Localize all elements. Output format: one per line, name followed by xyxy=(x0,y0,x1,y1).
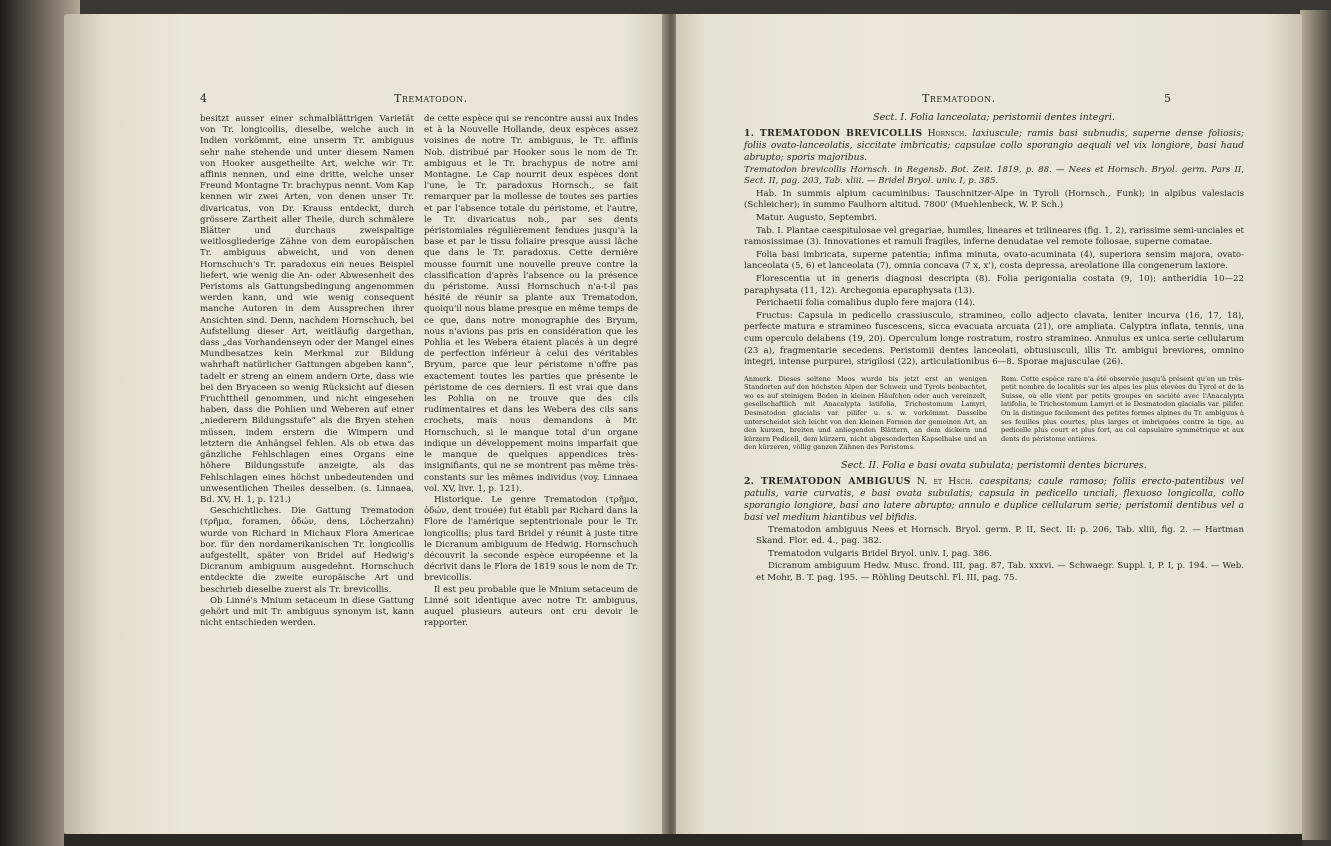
synonymy: Trematodon ambiguus Nees et Hornsch. Bryol. germ. P. II, Sect. II: p. 206, Tab. xliii, fig. 2. — Hartman Skand. Flor. ed. 4., pag. 382. xyxy=(756,524,1244,547)
footnote-block xyxy=(744,375,1244,452)
left-column-german xyxy=(200,114,414,629)
species-paragraph: Matur. Augusto, Septembri. xyxy=(756,212,878,223)
species-paragraph: Tab. I. Plantae caespitulosae vel gregariae, humiles, lineares et trilineares (fig. 1, 2), rarissime semi-unciales et ramosissimae (3). Innovationes et ramuli fragiles, inferne denudatae vel remote foliosae, superne comatae. xyxy=(744,225,1244,248)
species-paragraph: Hab. In summis alpium cacuminibus: Tauschnitzer-Alpe in Tyroli (Hornsch., Funk); in alpibus valesiacis (Schleicher); in summo Faulhorn altitud. 7800' (Muehlenbeck, W. P. Sch.) xyxy=(744,188,1244,211)
right-page-number: 5 xyxy=(1164,92,1171,105)
synonymy: Trematodon vulgaris Bridel Bryol. univ. I, pag. 386. xyxy=(768,548,993,559)
french-paragraph: de cette espèce qui se rencontre aussi aux Indes et à la Nouvelle Hollande, deux espèces assez voisines de notre Tr. ambiguus, le Tr. affinis Nob. distribué par Hooker sous le nom de Tr. ambiguus et le Tr. brachypus de notre ami Montagne. Le Cap nourrit deux espèces dont l'une, le Tr. paradoxus Hornsch., se fait remarquer par la mollesse de toutes ses parties et par l'absence totale du péristome, et l'autre, le Tr. divaricatus nob., par ses dents péristomiales régulièrement fendues jusqu'à la base et par le tissu foliaire presque aussi lâche que dans le Tr. paradoxus. Cette dernière mousse fournit une nouvelle preuve contre la classification d'après l'absence ou la présence du péristome. Aussi Hornschuch n'a-t-il pas hésité de réunir sa plante aux Trematodon, quoiqu'il nous blame presque en même temps de ce que, dans notre monographie des Bryum, nous n'avions pas pris en considération que les Pohlia et les Webera étaient placés à un degré de perfection inférieur à celui des véritables Bryum, parce que leur péristome n'offre pas exactement toutes les parties que présente le péristome de ces derniers. Il est vrai que dans les Pohlia on ne trouve que des cils rudimentaires et dans les Webera des cils sans crochets, mais nous demandons à Mr. Hornschuch, si le manque total d'un organe indique un développement moins imparfait que le manque de quelques appendices très-insignifiants, qui ne se montrent pas même très-constants sur les mêmes individus (voy. Linnaea vol. XV, livr. 1, p. 121). xyxy=(424,114,638,494)
section-title: Sect. II. Folia e basi ovata subulata; peristomii dentes bicrures. xyxy=(841,460,1147,472)
note-french: Rem. Cette espèce rare n'a été observée jusqu'à présent qu'en un très-petit nombre de localités sur les alpes les plus élevées du Tyrol et de la Suisse, où elle vient par petits groupes en société avec l'Anacalypta latifolia, le Trichostomum Lamyri et le Desmatodon glacialis var. pilifer. On la distingue facilement des petites formes alpines du Tr. ambiguus à ses feuilles plus courtes, plus larges et imbriquées contre la tige, au pedicelle plus court et plus fort, au col capsulaire symmétrique et aux dents du péristome entières. xyxy=(1001,374,1244,443)
species-diagnosis: laxiuscule; ramis basi subnudis, superne dense foliosis; foliis ovato-lanceolatis, siccitate imbricatis; capsulae collo sporangio aequali vel vix longiore, basi haud abrupto; sporis majoribus. xyxy=(744,127,1245,163)
species-diagnosis: caespitans; caule ramoso; foliis erecto-patentibus vel patulis, varie curvatis, e basi ovata subulatis; capsula in pedicello unciali, flexuoso longicolla, collo sporangio longiore, basi ano latere abrupto; annulo e duplice cellularum serie; peristomii dentibus vel a basi vel medium hiantibus vel bifidis. xyxy=(744,475,1244,523)
french-paragraph: Il est peu probable que le Mnium setaceum de Linné soit identique avec notre Tr. ambiguus, auquel plusieurs auteurs ont cru devoir le rapporter. xyxy=(424,584,638,629)
bottom-shadow xyxy=(64,834,1302,846)
species-author: N. et Hsch. xyxy=(916,475,974,487)
species-paragraph: Florescentia ut in generis diagnosi descripta (8). Folia perigonialia costata (9, 10); antheridia 10—22 paraphysata (11, 12). Archegonia eparaphysata (13). xyxy=(744,273,1244,296)
left-running-head: Trematodon. xyxy=(394,92,468,105)
species-author: Hornsch. xyxy=(927,127,968,139)
french-paragraph: Historique. Le genre Trematodon (τρῆμα, ὀδών, dent trouée) fut établi par Richard dans la Flore de l'amérique septentrionale pour le Tr. longicollis; plus tard Bridel y réunit à juste titre le Dicranum ambiguum de Hedwig. Hornschuch découvrit la seconde espèce européenne et la décrivit dans le Flora de 1819 sous le nom de Tr. brevicollis. xyxy=(424,494,638,584)
left-page-number: 4 xyxy=(200,92,207,105)
species-name: 2. TREMATODON AMBIGUUS xyxy=(744,475,911,487)
german-paragraph: Ob Linné's Mnium setaceum in diese Gattung gehört und mit Tr. ambiguus synonym ist, kann nicht entschieden werden. xyxy=(200,595,414,629)
species-paragraph: Fructus: Capsula in pedicello crassiusculo, stramineo, collo adjecto clavata, leniter incurva (16, 17, 18), perfecte matura e stramineo fuscescens, siccа evacuata arcuata (21), ore amplіata. Calyptra inflata, tennis, una cum operculo delabens (19, 20). Operculum longe rostratum, rostro stramineo. Annulus ex unica serie cellularum (23 a), fragmentarie secedens. Peristomii dentes lanceolati, obtusiusculi, illis Tr. ambigui breviores, omnino integri, intense purpurei, strigilosi (22), articulationibus 6—8. Sporae majusculae (26). xyxy=(744,310,1244,368)
left-page xyxy=(64,14,664,834)
species-paragraph: Folia basi imbricata, superne patentia; infima minuta, ovato-acuminata (4), superiora sensim majora, ovato-lanceolata (5, 6) et lanceolata (7), omnia concava (7 x, x'), costa depressa, areolatione illa congenerum laxiore. xyxy=(744,249,1244,272)
right-page-body xyxy=(744,112,1244,586)
species-paragraph: Perichaetii folia comalibus duplo fere majora (14). xyxy=(756,298,976,309)
right-running-head: Trematodon. xyxy=(922,92,996,105)
species-heading xyxy=(744,476,1244,524)
german-paragraph: besitzt ausser einer schmalblättrigen Varietät von Tr. longicollis, dieselbe, welche auch in Indien vorkömmt, eine unserm Tr. ambiguus sehr nahe stehende und unter diesem Namen von Hooker ausgetheilte Art, welche wir Tr. affinis nennen, und eine dritte, welche unser Freund Montagne Tr. brachypus nennt. Vom Kap kennen wir zwei Arten, von denen unser Tr. divaricatus, von Dr. Krauss entdeckt, durch grössere Zartheit aller Theile, durch schmälere Blätter und durchaus zweispaltige weitlosgliederige Zähne von dem europäischen Tr. ambiguus abweicht, und von denen Hornschuch's Tr. paradoxus ein neues Beispiel liefert, wie wenig die An- oder Abwesenheit des Peristoms als Gattungsbedingung angenommen werden kann, und wie wenig consequent manche Autoren in dem Aussprechen ihrer Ansichten sind. Denn, nachdem Hornschuch, bei Aufstellung dieser Art, weitläufig dargethan, dass „das Vorhandenseyn oder der Mangel eines Mundbesatzes kein Merkmal zur Bildung wahrhaft natürlicher Gattungen abgeben kann“, tadelt er streng an einem andern Orte, dass wie bei den Bryaceen so wenig Rücksicht auf diesen Fruchttheil genommen, und nicht eingesehen haben, dass die Pohlien und Weberen auf einer „niederern Bildungsstufe“ als die Bryen stehen müssen, indem erstern die Wimpern und letztern die Anhängsel fehlen. Als ob etwa das gänzliche Fehlschlagen eines Organs eine höhere Bildungsstufe anzeigte, als das Fehlschlagen eines höchst unbedeutenden und unwesentlichen Theiles desselben. (s. Linnaea, Bd. XV, H. 1, p. 121.) xyxy=(200,114,414,505)
species-heading xyxy=(744,128,1244,164)
right-page xyxy=(676,14,1302,834)
synonymy: Dicranum ambiguum Hedw. Musc. frond. III, pag. 87, Tab. xxxvi. — Schwaegr. Suppl. I, P. I, p. 194. — Web. et Mohr, B. T. pag. 195. — Röhling Deutschl. Fl. III, pag. 75. xyxy=(756,561,1244,583)
right-column-french xyxy=(424,114,638,629)
page-edges xyxy=(1300,10,1331,840)
synonymy: Trematodon brevicollis Hornsch. in Regensb. Bot. Zeit. 1819, p. 88. — Nees et Hornsch. Bryol. germ. Pars II, Sect. II, pag. 203, Tab. xliii. — Bridel Bryol. univ. I, p. 385. xyxy=(744,164,1244,187)
note-german: Anmerk. Dieses seltene Moos wurde bis jetzt erst an wenigen Standorten auf den höchsten Alpen der Schweiz und Tyrols beobachtet, wo es auf steinigem Boden in kleinen Häufchen oder auch vereinzelt, gesellschaftlich mit Anacalypta latifolia, Trichostomum Lamyri, Desmatodon glacialis var. pilifer u. s. w. vorkömmt. Dasselbe unterscheidet sich leicht von den kleinen Formen der gemeinen Art, an den kurzen, breiten und anliegenden Blättern, an dem dickern und kürzern Pedicell, dem kürzern, nicht abgesonderten Kapselhalse und an den kürzeren, völlig ganzen Zähnen des Peristoms. xyxy=(744,374,987,452)
german-paragraph: Geschichtliches. Die Gattung Trematodon (τρῆμα, foramen, ὀδών, dens, Löcherzahn) wurde von Richard in Michaux Flora Americae bor. für den nordamerikanischen Tr. longicollis aufgestellt, später von Bridel auf Hedwig's Dicranum ambiguum ausgedehnt. Hornschuch entdeckte die zweite europäische Art und beschrieb dieselbe zuerst als Tr. brevicollis. xyxy=(200,506,414,595)
section-title: Sect. I. Folia lanceolata; peristomii dentes integri. xyxy=(873,112,1115,123)
species-name: 1. TREMATODON BREVICOLLIS xyxy=(744,127,923,139)
